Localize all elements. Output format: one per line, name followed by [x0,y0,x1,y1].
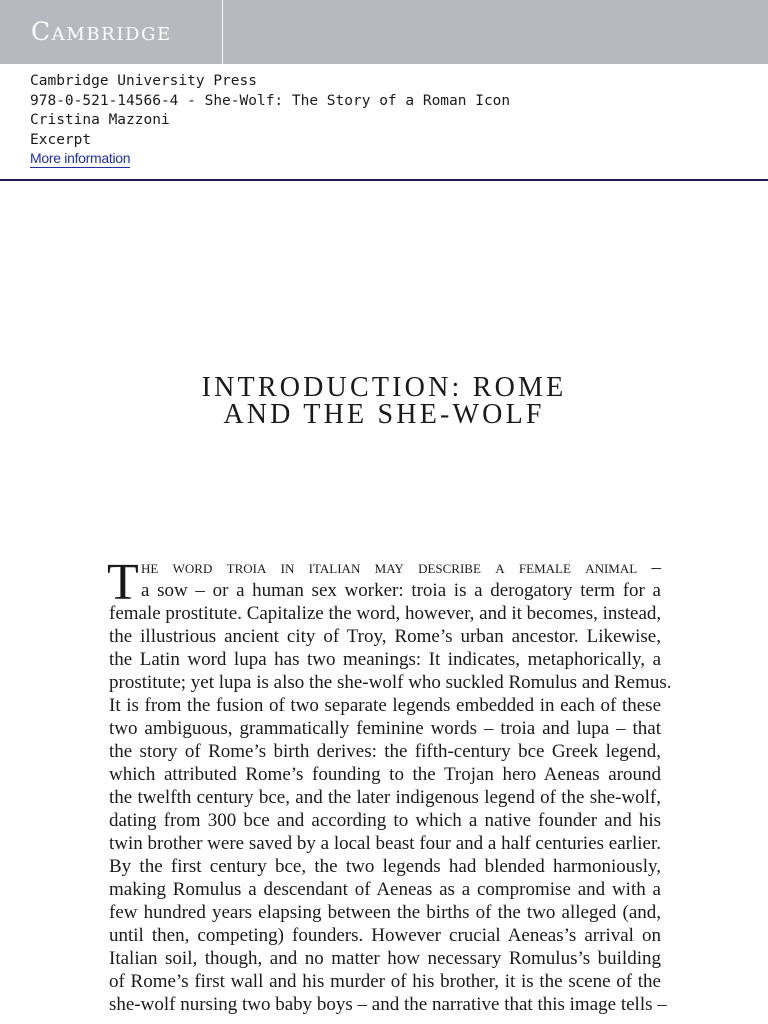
body-line: female prostitute. Capitalize the word, however, and it becomes, instead, [109,603,662,624]
more-information-link[interactable]: More information [30,150,131,166]
isbn-and-title: 978-0-521-14566-4 - She-Wolf: The Story of a Roman Icon [30,92,511,109]
drop-cap: T [107,554,139,611]
book-metadata [30,72,510,170]
header-divider [0,179,768,181]
author-name: Cristina Mazzoni [30,112,170,128]
body-line: a sow – or a human sex worker: troia is a derogatory term for a [141,580,661,601]
body-line: of Rome’s first wall and his murder of his brother, it is the scene of the [109,971,661,992]
chapter-title-line-1: INTRODUCTION: ROME [201,372,567,403]
body-line: By the first century bce, the two legends had blended harmoniously, [109,856,661,877]
publisher-name: Cambridge University Press [30,73,257,89]
publisher-banner [0,0,768,64]
cambridge-logo: Cambridge [31,17,172,46]
body-line: which attributed Rome’s founding to the Trojan hero Aeneas around [109,764,661,785]
body-line: few hundred years elapsing between the births of the two alleged (and, [109,902,661,923]
body-line: twin brother were saved by a local beast four and a half centuries earlier. [109,833,661,854]
body-line: the story of Rome’s birth derives: the fifth-century bce Greek legend, [109,741,661,762]
body-line: two ambiguous, grammatically feminine words – troia and lupa – that [109,718,661,739]
body-line: making Romulus a descendant of Aeneas as a compromise and with a [109,879,661,900]
body-line: It is from the fusion of two separate legends embedded in each of these [109,695,661,716]
section-label: Excerpt [30,131,92,148]
chapter-title-line-2: AND THE SHE-WOLF [223,399,545,430]
body-line: she-wolf nursing two baby boys – and the narrative that this image tells – [109,994,667,1015]
body-line: dating from 300 bce and according to which a native founder and his [109,810,661,831]
body-line: the Latin word lupa has two meanings: It indicates, metaphorically, a [109,649,661,670]
body-line: the illustrious ancient city of Troy, Rome’s urban ancestor. Likewise, [109,626,661,647]
chapter-title [0,374,768,428]
body-line: until then, competing) founders. However crucial Aeneas’s arrival on [109,925,661,946]
body-line: Italian soil, though, and no matter how necessary Romulus’s building [109,948,661,969]
body-line: the twelfth century bce, and the later indigenous legend of the she-wolf, [109,787,661,808]
body-line: prostitute; yet lupa is also the she-wolf who suckled Romulus and Remus. [109,672,672,693]
body-line: he word troia in italian may describe a female animal – [141,557,661,578]
banner-divider [222,0,223,64]
body-text [109,556,672,1016]
